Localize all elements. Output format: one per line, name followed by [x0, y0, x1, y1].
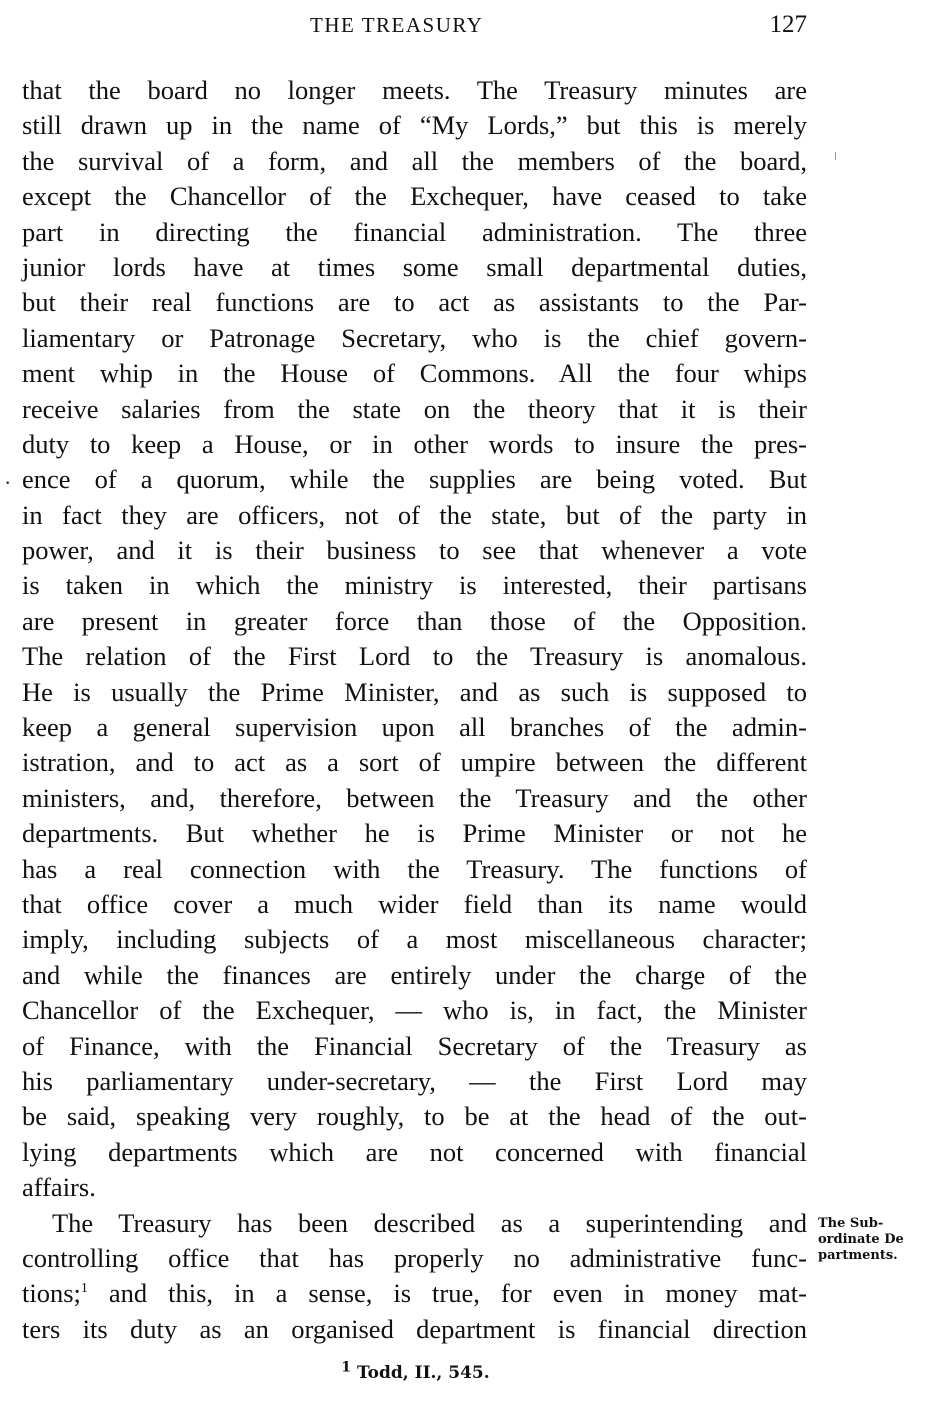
text-line: are present in greater force than those of the Opposition.	[22, 605, 807, 636]
footnote-citation: Todd, II., 545.	[351, 1363, 490, 1383]
text-line: in fact they are officers, not of the state, but of the party in	[22, 499, 807, 530]
page-number: 127	[769, 11, 807, 38]
text-line: receive salaries from the state on the theory that it is their	[22, 393, 807, 424]
footnote-text	[341, 1359, 490, 1383]
text-line: ence of a quorum, while the supplies are being voted. But	[22, 464, 807, 495]
text-line: but their real functions are to act as assistants to the Par-	[22, 287, 807, 318]
text-line: is taken in which the ministry is interested, their partisans	[22, 570, 807, 601]
text-line: The relation of the First Lord to the Treasury is anomalous.	[22, 641, 807, 672]
text-line: lying departments which are not concerned with financial	[22, 1136, 807, 1167]
text-line: that office cover a much wider field than its name would	[22, 888, 807, 919]
margin-note-line: ordinate De	[818, 1232, 904, 1247]
text-segment: and this, in a sense, is true, for even in money mat-	[87, 1278, 807, 1309]
text-line: departments. But whether he is Prime Minister or not he	[22, 818, 807, 849]
text-segment: tions;	[22, 1278, 81, 1309]
text-line: the survival of a form, and all the members of the board,	[22, 145, 807, 176]
stray-ink-dot: ·	[4, 470, 12, 495]
text-line: be said, speaking very roughly, to be at the head of the out-	[22, 1101, 807, 1132]
footnote-reference: 1	[80, 1281, 88, 1297]
footnote-marker: 1	[341, 1359, 352, 1376]
text-line: Chancellor of the Exchequer, — who is, in fact, the Minister	[22, 995, 807, 1026]
text-line: ministers, and, therefore, between the Treasury and the other	[22, 782, 807, 813]
margin-note	[818, 1216, 946, 1264]
footnote-ref-line	[22, 1276, 807, 1311]
running-head	[22, 8, 807, 42]
text-line: affairs.	[22, 1172, 96, 1203]
text-line: and while the finances are entirely under the charge of the	[22, 959, 807, 990]
margin-tick-mark	[835, 152, 836, 160]
text-line: that the board no longer meets. The Treasury minutes are	[22, 75, 807, 105]
text-line: of Finance, with the Financial Secretary of the Treasury as	[22, 1030, 807, 1061]
text-line: his parliamentary under-secretary, — the First Lord may	[22, 1065, 807, 1096]
text-line: junior lords have at times some small departmental duties,	[22, 251, 807, 282]
paragraph-start-line: The Treasury has been described as a superintending and	[52, 1207, 807, 1238]
margin-note-line: partments.	[818, 1248, 898, 1263]
text-line: He is usually the Prime Minister, and as such is supposed to	[22, 676, 807, 707]
text-line: imply, including subjects of a most miscellaneous character;	[22, 924, 807, 955]
text-line: except the Chancellor of the Exchequer, have ceased to take	[22, 181, 807, 212]
text-line: has a real connection with the Treasury. The functions of	[22, 853, 807, 884]
text-line: power, and it is their business to see that whenever a vote	[22, 535, 807, 566]
margin-note-line: The Sub-	[818, 1216, 884, 1231]
text-line: duty to keep a House, or in other words to insure the pres-	[22, 428, 807, 459]
footnote	[0, 1359, 951, 1383]
text-line: liamentary or Patronage Secretary, who is the chief govern-	[22, 322, 807, 353]
text-line: still drawn up in the name of “My Lords,” but this is merely	[22, 110, 807, 141]
body-text	[22, 73, 807, 1347]
text-line: keep a general supervision upon all branches of the admin-	[22, 712, 807, 743]
text-line: ment whip in the House of Commons. All the four whips	[22, 358, 807, 389]
text-line: istration, and to act as a sort of umpire between the different	[22, 747, 807, 778]
text-line: part in directing the financial administration. The three	[22, 216, 807, 247]
text-line: ters its duty as an organised department is financial direction	[22, 1313, 807, 1344]
text-line: controlling office that has properly no administrative func-	[22, 1242, 807, 1273]
running-title: THE TREASURY	[310, 13, 484, 37]
